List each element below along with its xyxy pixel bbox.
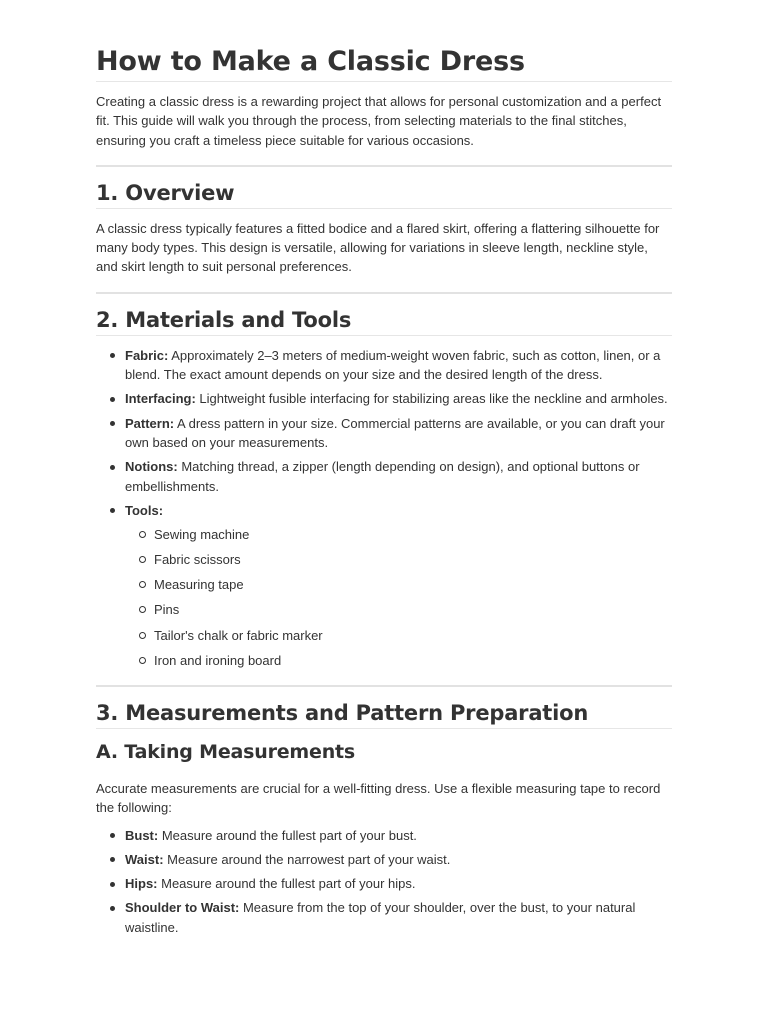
list-item xyxy=(96,346,672,385)
document xyxy=(96,0,672,937)
list-item xyxy=(96,850,672,869)
measurements-paragraph: Accurate measurements are crucial for a well-fitting dress. Use a flexible measuring tape to record the following: xyxy=(96,780,661,816)
overview-paragraph: A classic dress typically features a fitted bodice and a flared skirt, offering a flattering silhouette for many body types. This design is versatile, allowing for variations in sleeve length, neckline style, and skirt length to suit personal preferences. xyxy=(96,220,660,275)
section-divider xyxy=(96,685,672,687)
item-label: Tools: xyxy=(125,502,164,518)
item-label: Notions: xyxy=(125,459,178,475)
item-label: Bust: xyxy=(125,827,159,843)
item-text: A dress pattern in your size. Commercial patterns are available, or you can draft your own based on your measurements. xyxy=(125,415,665,450)
sub-list-item: Tailor's chalk or fabric marker xyxy=(125,626,672,645)
item-text: Measure around the fullest part of your bust. xyxy=(158,827,417,843)
section-divider xyxy=(96,292,672,294)
sub-list-item: Iron and ironing board xyxy=(125,651,672,670)
list-item xyxy=(96,874,672,893)
page-title: How to Make a Classic Dress xyxy=(96,44,672,82)
item-label: Pattern: xyxy=(125,415,175,431)
section-divider xyxy=(96,165,672,167)
item-text: Measure from the top of your shoulder, over the bust, to your natural waistline. xyxy=(125,900,636,935)
list-item xyxy=(96,826,672,845)
tools-list xyxy=(125,525,672,670)
list-item xyxy=(96,898,672,937)
section-materials xyxy=(96,306,672,670)
intro-paragraph: Creating a classic dress is a rewarding project that allows for personal customization and a perfect fit. This guide will walk you through the process, from selecting materials to the final stitches, ensuring you craft a timeless piece suitable for various occasions. xyxy=(96,94,662,148)
list-item xyxy=(96,414,672,453)
item-text: Matching thread, a zipper (length depending on design), and optional buttons or embellishments. xyxy=(125,459,640,494)
item-text: Lightweight fusible interfacing for stabilizing areas like the neckline and armholes. xyxy=(195,391,668,407)
list-item xyxy=(96,457,672,496)
item-label: Fabric: xyxy=(125,347,169,363)
section-heading-materials: 2. Materials and Tools xyxy=(96,306,672,336)
sub-list-item: Fabric scissors xyxy=(125,550,672,569)
item-label: Waist: xyxy=(125,851,164,867)
section-heading-measurements: 3. Measurements and Pattern Preparation xyxy=(96,699,672,729)
list-item xyxy=(96,501,672,670)
subsection-heading-taking-measurements: A. Taking Measurements xyxy=(96,740,356,763)
item-label: Interfacing: xyxy=(125,391,196,407)
sub-list-item: Sewing machine xyxy=(125,525,672,544)
item-text: Measure around the narrowest part of your waist. xyxy=(163,851,451,867)
sub-list-item: Measuring tape xyxy=(125,575,672,594)
sub-list-item: Pins xyxy=(125,600,672,619)
section-overview xyxy=(96,179,672,277)
section-heading-overview: 1. Overview xyxy=(96,179,672,209)
item-label: Shoulder to Waist: xyxy=(125,900,240,916)
section-measurements xyxy=(96,699,672,937)
item-label: Hips: xyxy=(125,876,158,892)
materials-list xyxy=(96,346,672,670)
item-text: Measure around the fullest part of your hips. xyxy=(157,876,416,892)
measurements-list xyxy=(96,826,672,937)
item-text: Approximately 2–3 meters of medium-weight woven fabric, such as cotton, linen, or a blend. The exact amount depends on your size and the desired length of the dress. xyxy=(125,347,661,383)
list-item xyxy=(96,389,672,408)
